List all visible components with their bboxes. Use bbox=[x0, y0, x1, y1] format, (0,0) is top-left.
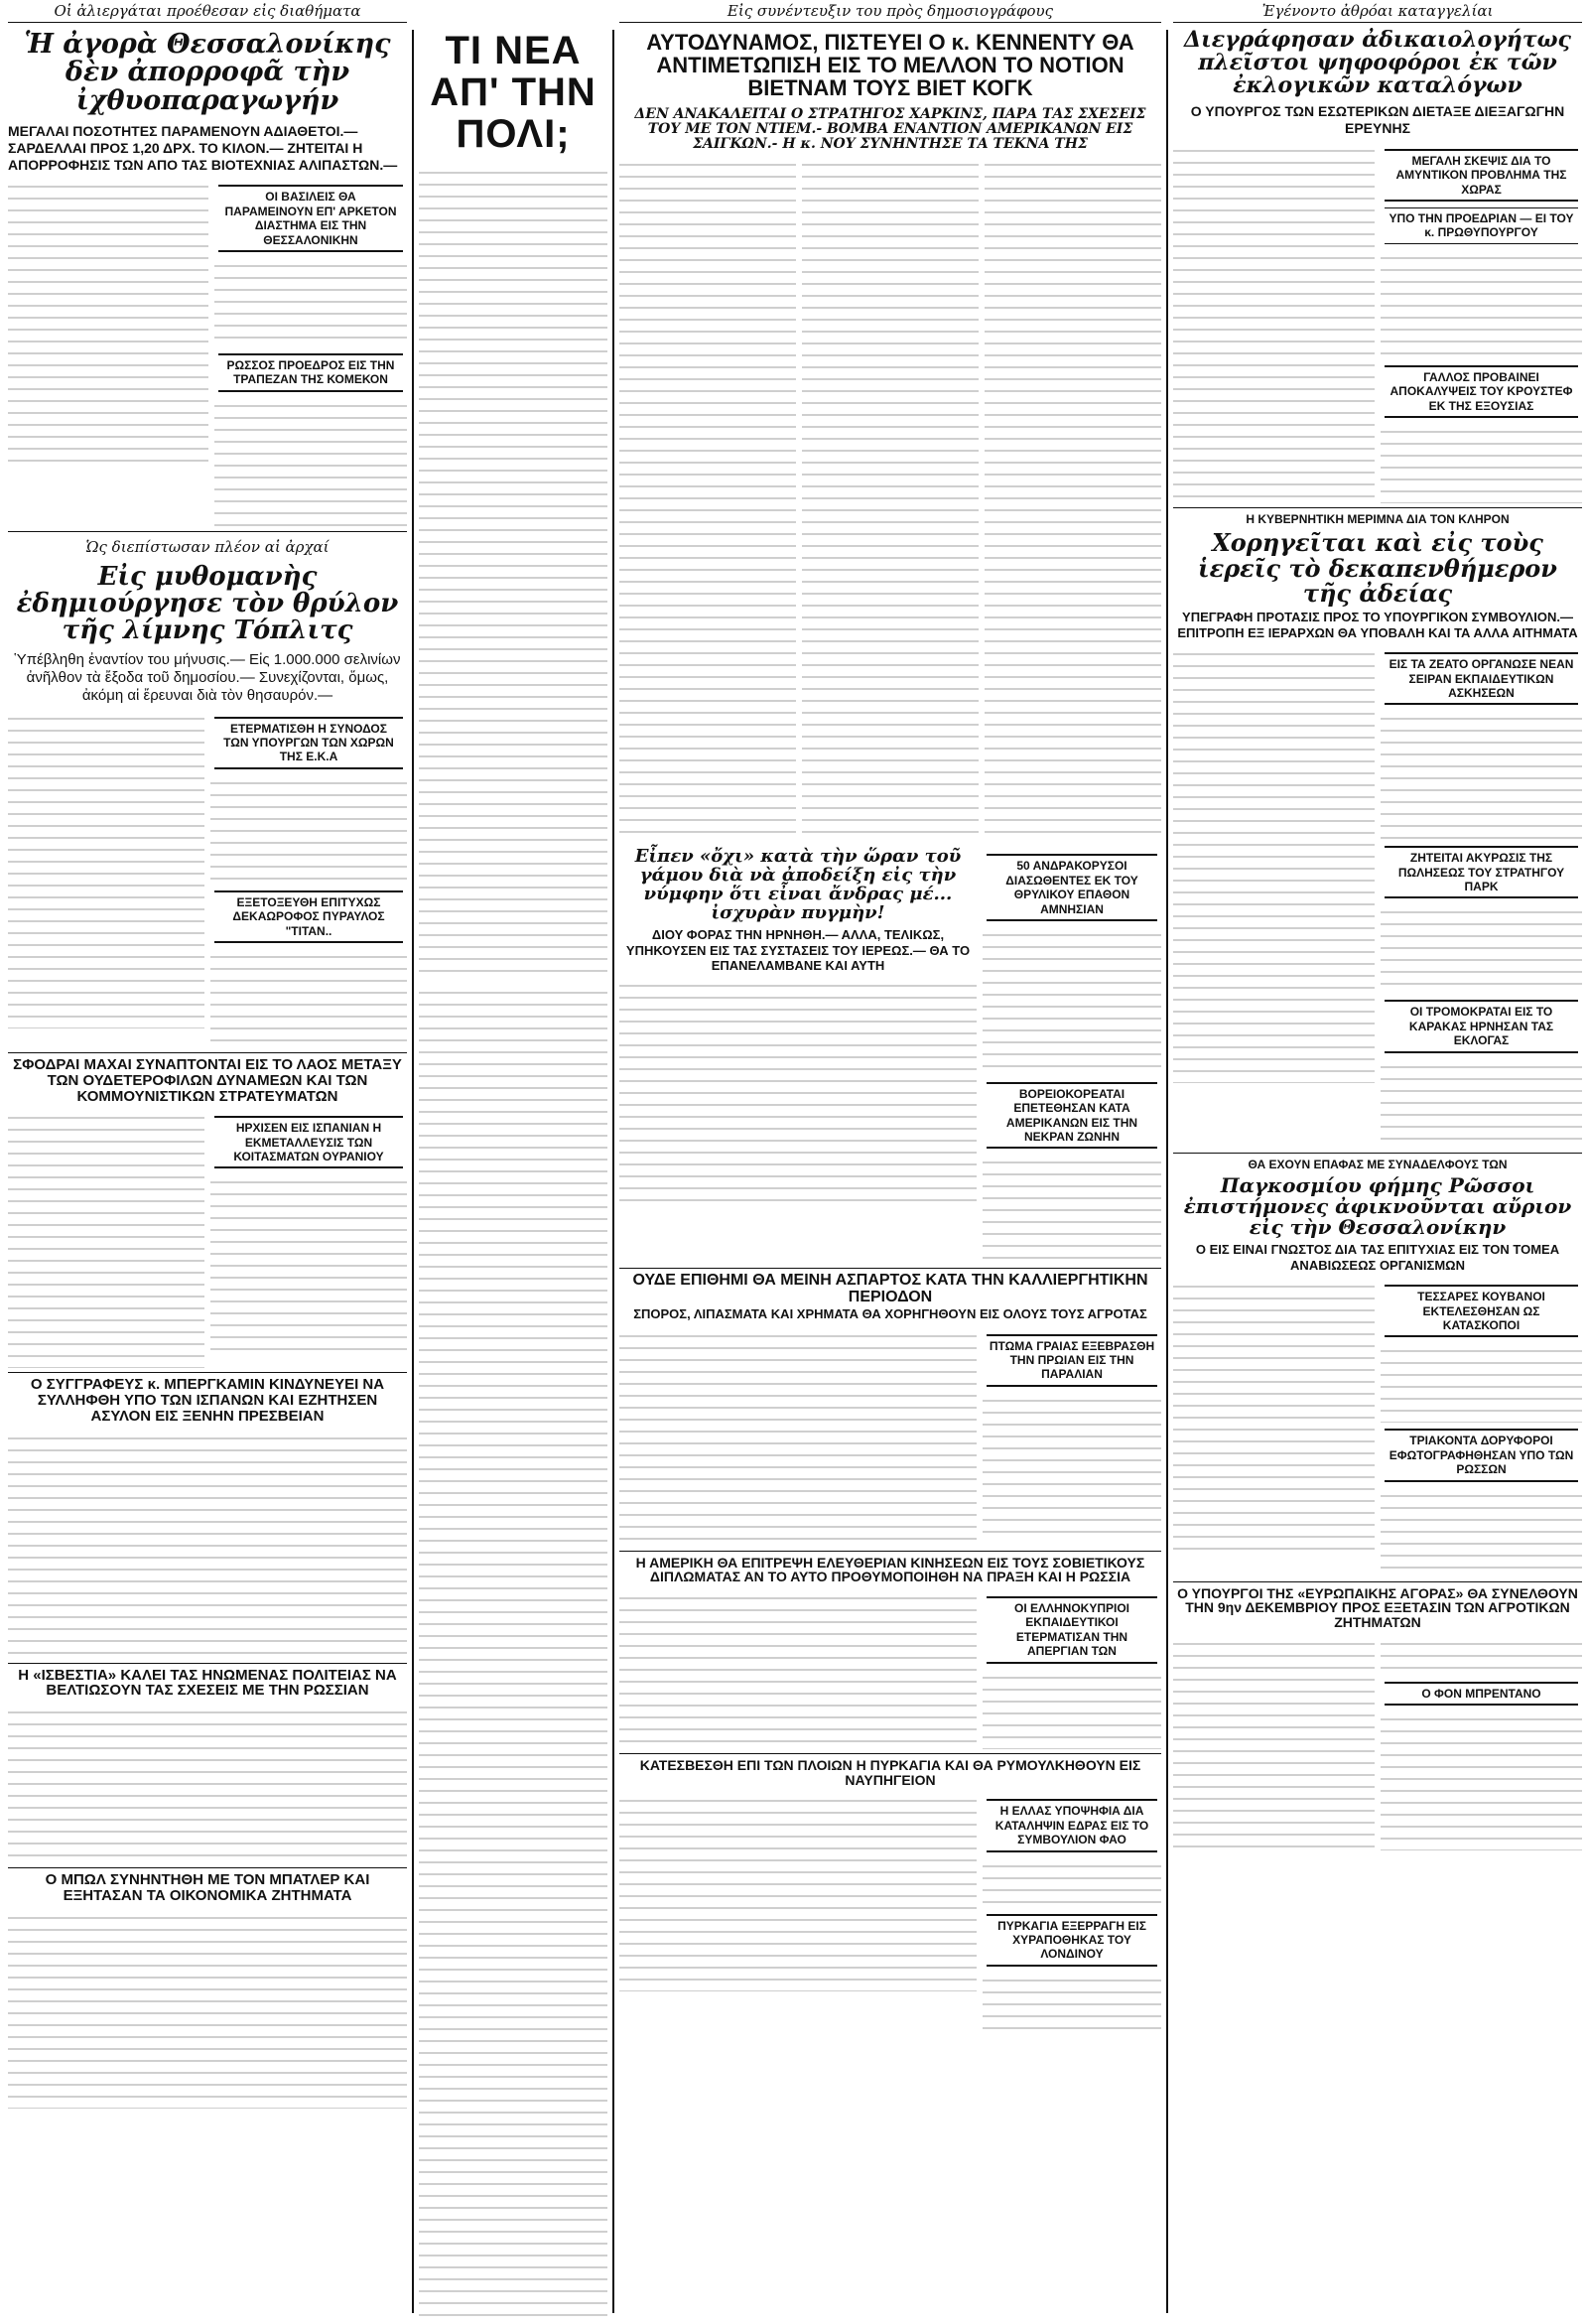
article-body bbox=[1381, 711, 1582, 840]
subhead: ΔΕΝ ΑΝΑΚΑΛΕΙΤΑΙ Ο ΣΤΡΑΤΗΓΟΣ ΧΑΡΚΙΝΣ, ΠΑΡΑ ΤΑΣ ΣΧΕΣΕΙΣ ΤΟΥ ΜΕ ΤΟΝ ΝΤΙΕΜ.- ΒΟΜΒΑ ΕΝΑΝΤΙΟΝ ΑΜΕΡΙΚΑΝΩΝ ΕΙΣ ΣΑΙΓΚΩΝ.- Η κ. ΝΟΥ ΣΥΝΗΝΤΗΣΕ ΤΑ ΤΕΚΝΑ ΤΗΣ bbox=[634, 106, 1146, 152]
box-headline: ΜΕΓΑΛΗ ΣΚΕΨΙΣ ΔΙΑ ΤΟ ΑΜΥΝΤΙΚΟΝ ΠΡΟΒΛΗΜΑ ΤΗΣ ΧΩΡΑΣ bbox=[1385, 149, 1578, 202]
kicker: Εἰς συνέντευξιν του πρὸς δημοσιογράφους bbox=[619, 0, 1161, 23]
box-headline: ΖΗΤΕΙΤΑΙ ΑΚΥΡΩΣΙΣ ΤΗΣ ΠΩΛΗΣΕΩΣ ΤΟΥ ΣΤΡΑΤΗΓΟΥ ΠΑΡΚ bbox=[1385, 846, 1578, 898]
box-headline: ΡΩΣΣΟΣ ΠΡΟΕΔΡΟΣ ΕΙΣ ΤΗΝ ΤΡΑΠΕΖΑΝ ΤΗΣ ΚΟΜΕΚΟΝ bbox=[218, 353, 403, 392]
divider bbox=[8, 1663, 407, 1664]
article-body bbox=[8, 711, 204, 1028]
column-rule bbox=[412, 30, 414, 2313]
article-body bbox=[983, 927, 1161, 1076]
headline: Η «ΙΣΒΕΣΤΙΑ» ΚΑΛΕΙ ΤΑΣ ΗΝΩΜΕΝΑΣ ΠΟΛΙΤΕΙΑΣ ΝΑ ΒΕΛΤΙΩΣΟΥΝ ΤΑΣ ΣΧΕΣΕΙΣ ΜΕ ΤΗΝ ΡΩΣΣΙΑΝ bbox=[18, 1666, 397, 1700]
article-body bbox=[983, 1670, 1161, 1749]
headline: Χορηγεῖται καὶ εἰς τοὺς ἱερεῖς τὸ δεκαπενθήμερον τῆς ἀδείας bbox=[1198, 528, 1557, 608]
headline: ΚΑΤΕΣΒΕΣΘΗ ΕΠΙ ΤΩΝ ΠΛΟΙΩΝ Η ΠΥΡΚΑΓΙΑ ΚΑΙ ΘΑ ΡΥΜΟΥΛΚΗΘΟΥΝ ΕΙΣ ΝΑΥΠΗΓΕΙΟΝ bbox=[639, 1757, 1141, 1788]
column-rule bbox=[1166, 30, 1168, 2313]
box-headline: ΕΤΕΡΜΑΤΙΣΘΗ Η ΣΥΝΟΔΟΣ ΤΩΝ ΥΠΟΥΡΓΩΝ ΤΩΝ ΧΩΡΩΝ ΤΗΣ Ε.Κ.Α bbox=[214, 717, 403, 769]
box-headline: ΟΙ ΒΑΣΙΛΕΙΣ ΘΑ ΠΑΡΑΜΕΙΝΟΥΝ ΕΠ' ΑΡΚΕΤΟΝ ΔΙΑΣΤΗΜΑ ΕΙΣ ΤΗΝ ΘΕΣΣΑΛΟΝΙΚΗΝ bbox=[218, 185, 403, 252]
subhead: Ὑπέβληθη ἐναντίον του μήνυσις.— Εἰς 1.000.000 σελινίων ἀνῆλθον τὰ ἔξοδα τοῦ δημοσίου.— Συνεχίζονται, ὅμως, ἀκόμη αἱ ἔρευναι διὰ τὸν θησαυρόν.— bbox=[14, 650, 401, 704]
headline: ΑΥΤΟΔΥΝΑΜΟΣ, ΠΙΣΤΕΥΕΙ Ο κ. ΚΕΝΝΕΝΤΥ ΘΑ ΑΝΤΙΜΕΤΩΠΙΣΗ ΕΙΣ ΤΟ ΜΕΛΛΟΝ ΤΟ ΝΟΤΙΟΝ ΒΙΕΤΝΑΜ ΤΟΥΣ ΒΙΕΤ ΚΟΓΚ bbox=[646, 30, 1134, 101]
headline: ΣΦΟΔΡΑΙ ΜΑΧΑΙ ΣΥΝΑΠΤΟΝΤΑΙ ΕΙΣ ΤΟ ΛΑΟΣ ΜΕΤΑΞΥ ΤΩΝ ΟΥΔΕΤΕΡΟΦΙΛΩΝ ΔΥΝΑΜΕΩΝ ΚΑΙ ΤΩΝ ΚΟΜΜΟΥΝΙΣΤΙΚΩΝ ΣΤΡΑΤΕΥΜΑΤΩΝ bbox=[13, 1056, 402, 1105]
subhead: ΔΙΟΥ ΦΟΡΑΣ ΤΗΝ ΗΡΝΗΘΗ.— ΑΛΛΑ, ΤΕΛΙΚΩΣ, ΥΠΗΚΟΥΣΕΝ ΕΙΣ ΤΑΣ ΣΥΣΤΑΣΕΙΣ ΤΟΥ ΙΕΡΕΩΣ.— ΘΑ ΤΟ ΕΠΑΝΕΛΑΜΒΑΝΕ ΚΑΙ ΑΥΤΗ bbox=[625, 926, 971, 974]
headline: Η ΑΜΕΡΙΚΗ ΘΑ ΕΠΙΤΡΕΨΗ ΕΛΕΥΘΕΡΙΑΝ ΚΙΝΗΣΕΩΝ ΕΙΣ ΤΟΥΣ ΣΟΒΙΕΤΙΚΟΥΣ ΔΙΠΛΩΜΑΤΑΣ ΑΝ ΤΟ ΑΥΤΟ ΠΡΟΘΥΜΟΠΟΙΗΘΗ ΝΑ ΠΡΑΞΗ ΚΑΙ Η ΡΩΣΣΙΑ bbox=[635, 1554, 1145, 1585]
article-body bbox=[1381, 1059, 1582, 1149]
article-body bbox=[1173, 1636, 1375, 1854]
article-body bbox=[8, 1910, 407, 2109]
article-body bbox=[1173, 646, 1375, 1083]
box-headline: ΟΙ ΤΡΟΜΟΚΡΑΤΑΙ ΕΙΣ ΤΟ ΚΑΡΑΚΑΣ ΗΡΝΗΣΑΝ ΤΑΣ ΕΚΛΟΓΑΣ bbox=[1385, 1000, 1578, 1052]
headline: Εἶπεν «ὄχι» κατὰ τὴν ὥραν τοῦ γάμου διὰ νὰ ἀποδείξη εἰς τὴν νύμφην ὅτι εἶναι ἄνδρας μέ... ἰσχυρὰν πυγμὴν! bbox=[634, 846, 962, 924]
headline: ΟΥΔΕ ΕΠΙΘΗΜΙ ΘΑ ΜΕΙΝΗ ΑΣΠΑΡΤΟΣ ΚΑΤΑ ΤΗΝ ΚΑΛΛΙΕΡΓΗΤΙΚΗΝ ΠΕΡΙΟΔΟΝ bbox=[632, 1272, 1148, 1306]
divider bbox=[8, 1867, 407, 1868]
article-body bbox=[1381, 1711, 1582, 1850]
article-body bbox=[210, 775, 407, 885]
article-body bbox=[419, 985, 607, 2324]
divider bbox=[8, 1372, 407, 1373]
article-body bbox=[1173, 1279, 1375, 1557]
box-headline: ΕΞΕΤΟΞΕΥΘΗ ΕΠΙΤΥΧΩΣ ΔΕΚΑΩΡΟΦΟΣ ΠΥΡΑΥΛΟΣ "ΤΙΤΑΝ.. bbox=[214, 890, 403, 943]
column-1 bbox=[8, 0, 407, 2324]
kicker: Ἐγένοντο ἀθρόαι καταγγελίαι bbox=[1173, 0, 1582, 23]
headline: Εἰς μυθομανὴς ἐδημιούργησε τὸν θρύλον τῆς λίμνης Τόπλιτς bbox=[16, 561, 399, 646]
article-body bbox=[802, 157, 979, 842]
article-body bbox=[619, 1793, 977, 1991]
divider bbox=[619, 1268, 1161, 1269]
box-headline: ΟΙ ΕΛΛΗΝΟΚΥΠΡΙΟΙ ΕΚΠΑΙΔΕΥΤΙΚΟΙ ΕΤΕΡΜΑΤΙΣΑΝ ΤΗΝ ΑΠΕΡΓΙΑΝ ΤΩΝ bbox=[987, 1596, 1157, 1664]
divider bbox=[8, 531, 407, 532]
box-headline: ΥΠΟ ΤΗΝ ΠΡΟΕΔΡΙΑΝ — ΕΙ ΤΟΥ κ. ΠΡΩΘΥΠΟΥΡΓΟΥ bbox=[1385, 207, 1578, 244]
article-body bbox=[1381, 904, 1582, 994]
divider bbox=[1173, 507, 1582, 508]
article-body bbox=[983, 1393, 1161, 1542]
article-body bbox=[985, 157, 1161, 842]
article-body bbox=[1381, 1343, 1582, 1423]
article-body bbox=[1381, 1636, 1582, 1676]
article-body bbox=[8, 179, 208, 467]
box-headline: ΓΑΛΛΟΣ ΠΡΟΒΑΙΝΕΙ ΑΠΟΚΑΛΥΨΕΙΣ ΤΟΥ ΚΡΟΥΣΤΕΦ ΕΚ ΤΗΣ ΕΞΟΥΣΙΑΣ bbox=[1385, 365, 1578, 418]
divider bbox=[1173, 1581, 1582, 1582]
subhead: ΥΠΕΓΡΑΦΗ ΠΡΟΤΑΣΙΣ ΠΡΟΣ ΤΟ ΥΠΟΥΡΓΙΚΟΝ ΣΥΜΒΟΥΛΙΟΝ.— ΕΠΙΤΡΟΠΗ ΕΞ ΙΕΡΑΡΧΩΝ ΘΑ ΥΠΟΒΑΛΗ ΚΑΙ ΤΑ ΑΛΛΑ ΑΙΤΗΜΑΤΑ bbox=[1177, 609, 1578, 640]
subhead: Ο ΕΙΣ ΕΙΝΑΙ ΓΝΩΣΤΟΣ ΔΙΑ ΤΑΣ ΕΠΙΤΥΧΙΑΣ ΕΙΣ ΤΟΝ ΤΟΜΕΑ ΑΝΑΒΙΩΣΕΩΣ ΟΡΓΑΝΙΣΜΩΝ bbox=[1195, 1242, 1560, 1273]
kicker: Οἱ ἀλιεργάται προέθεσαν εἰς διαθήματα bbox=[8, 0, 407, 23]
article-body bbox=[619, 1328, 977, 1547]
article-body bbox=[214, 258, 407, 347]
divider bbox=[619, 1551, 1161, 1552]
headline: Διεγράφησαν ἀδικαιολογήτως πλεῖστοι ψηφοφόροι ἐκ τῶν ἐκλογικῶν καταλόγων bbox=[1184, 27, 1571, 99]
column-4 bbox=[1173, 0, 1582, 2324]
box-headline: Ο ΦΟΝ ΜΠΡΕΝΤΑΝΟ bbox=[1385, 1682, 1578, 1706]
box-headline: ΠΥΡΚΑΓΙΑ ΕΞΕΡΡΑΓΗ ΕΙΣ ΧΥΡΑΠΟΘΗΚΑΣ ΤΟΥ ΛΟΝΔΙΝΟΥ bbox=[987, 1914, 1157, 1967]
article-body bbox=[210, 949, 407, 1048]
subhead: ΜΕΓΑΛΑΙ ΠΟΣΟΤΗΤΕΣ ΠΑΡΑΜΕΝΟΥΝ ΑΔΙΑΘΕΤΟΙ.— ΣΑΡΔΕΛΛΑΙ ΠΡΟΣ 1,20 ΔΡΧ. ΤΟ ΚΙΛΟΝ.— ΖΗΤΕΙΤΑΙ Η ΑΠΟΡΡΟΦΗΣΙΣ ΤΩΝ ΑΠΟ ΤΑΣ ΒΙΟΤΕΧΝΙΑΣ ΑΛΙΠΑΣΤΩΝ.— bbox=[8, 123, 398, 173]
article-body bbox=[1381, 424, 1582, 503]
section-title: ΤΙ ΝΕΑ ΑΠ' ΤΗΝ ΠΟΛΙ; bbox=[430, 29, 596, 156]
article-body bbox=[1381, 1488, 1582, 1577]
article-body bbox=[214, 398, 407, 527]
article-body bbox=[619, 978, 977, 1206]
divider bbox=[619, 1753, 1161, 1754]
box-headline: ΒΟΡΕΙΟΚΟΡΕΑΤΑΙ ΕΠΕΤΕΘΗΣΑΝ ΚΑΤΑ ΑΜΕΡΙΚΑΝΩΝ ΕΙΣ ΤΗΝ ΝΕΚΡΑΝ ΖΩΝΗΝ bbox=[987, 1082, 1157, 1150]
banner: Η ΚΥΒΕΡΝΗΤΙΚΗ ΜΕΡΙΜΝΑ ΔΙΑ ΤΟΝ ΚΛΗΡΟΝ bbox=[1246, 512, 1510, 526]
article-body bbox=[1381, 250, 1582, 359]
article-body bbox=[983, 1973, 1161, 2032]
box-headline: ΤΡΙΑΚΟΝΤΑ ΔΟΡΥΦΟΡΟΙ ΕΦΩΤΟΓΡΑΦΗΘΗΣΑΝ ΥΠΟ ΤΩΝ ΡΩΣΣΩΝ bbox=[1385, 1429, 1578, 1481]
headline: Παγκοσμίου φήμης Ρῶσσοι ἐπιστήμονες ἀφικνοῦνται αὔριον εἰς τὴν Θεσσαλονίκην bbox=[1183, 1173, 1572, 1240]
banner: ΘΑ ΕΧΟΥΝ ΕΠΑΦΑΣ ΜΕ ΣΥΝΑΔΕΛΦΟΥΣ ΤΩΝ bbox=[1248, 1157, 1508, 1171]
headline: Ο ΥΠΟΥΡΓΟΙ ΤΗΣ «ΕΥΡΩΠΑΙΚΗΣ ΑΓΟΡΑΣ» ΘΑ ΣΥΝΕΛΘΟΥΝ ΤΗΝ 9ην ΔΕΚΕΜΒΡΙΟΥ ΠΡΟΣ ΕΞΕΤΑΣΙΝ ΤΩΝ ΑΓΡΟΤΙΚΩΝ ΖΗΤΗΜΑΤΩΝ bbox=[1177, 1584, 1578, 1630]
article-body bbox=[8, 1110, 204, 1368]
column-rule bbox=[612, 30, 614, 2313]
column-2 bbox=[419, 0, 607, 2324]
subhead: ΣΠΟΡΟΣ, ΛΙΠΑΣΜΑΤΑ ΚΑΙ ΧΡΗΜΑΤΑ ΘΑ ΧΟΡΗΓΗΘΟΥΝ ΕΙΣ ΟΛΟΥΣ ΤΟΥΣ ΑΓΡΟΤΑΣ bbox=[633, 1306, 1147, 1322]
subhead: Ο ΥΠΟΥΡΓΟΣ ΤΩΝ ΕΣΩΤΕΡΙΚΩΝ ΔΙΕΤΑΞΕ ΔΙΕΞΑΓΩΓΗΝ ΕΡΕΥΝΗΣ bbox=[1190, 103, 1565, 137]
article-body bbox=[619, 1590, 977, 1749]
box-headline: ΕΙΣ ΤΑ ΖΕΑΤΟ ΟΡΓΑΝΩΣΕ ΝΕΑΝ ΣΕΙΡΑΝ ΕΚΠΑΙΔΕΥΤΙΚΩΝ ΑΣΚΗΣΕΩΝ bbox=[1385, 652, 1578, 705]
column-3 bbox=[619, 0, 1161, 2324]
article-body bbox=[419, 165, 607, 979]
article-body bbox=[210, 1174, 407, 1353]
article-body bbox=[619, 157, 796, 842]
article-body bbox=[1173, 143, 1375, 500]
divider bbox=[1173, 1153, 1582, 1154]
box-headline: Η ΕΛΛΑΣ ΥΠΟΨΗΦΙΑ ΔΙΑ ΚΑΤΑΛΗΨΙΝ ΕΔΡΑΣ ΕΙΣ ΤΟ ΣΥΜΒΟΥΛΙΟΝ ΦΑΟ bbox=[987, 1799, 1157, 1851]
kicker: Ὡς διεπίστωσαν πλέον αἱ ἀρχαί bbox=[85, 537, 330, 556]
headline: Ο ΣΥΓΓΡΑΦΕΥΣ κ. ΜΠΕΡΓΚΑΜΙΝ ΚΙΝΔΥΝΕΥΕΙ ΝΑ ΣΥΛΛΗΦΘΗ ΥΠΟ ΤΩΝ ΙΣΠΑΝΩΝ ΚΑΙ ΕΖΗΤΗΣΕΝ ΑΣΥΛΟΝ ΕΙΣ ΞΕΝΗΝ ΠΡΕΣΒΕΙΑΝ bbox=[30, 1376, 385, 1425]
box-headline: ΤΕΣΣΑΡΕΣ ΚΟΥΒΑΝΟΙ ΕΚΤΕΛΕΣΘΗΣΑΝ ΩΣ ΚΑΤΑΣΚΟΠΟΙ bbox=[1385, 1285, 1578, 1337]
headline: Ο ΜΠΩΛ ΣΥΝΗΝΤΗΘΗ ΜΕ ΤΟΝ ΜΠΑΤΛΕΡ ΚΑΙ ΕΞΗΤΑΣΑΝ ΤΑ ΟΙΚΟΝΟΜΙΚΑ ΖΗΤΗΜΑΤΑ bbox=[45, 1871, 370, 1904]
box-headline: 50 ΑΝΔΡΑΚΟΡΥΣΟΙ ΔΙΑΣΩΘΕΝΤΕΣ ΕΚ ΤΟΥ ΘΡΥΛΙΚΟΥ ΕΠΑΘΟΝ ΑΜΝΗΣΙΑΝ bbox=[987, 854, 1157, 921]
divider bbox=[8, 1052, 407, 1053]
article-body bbox=[8, 1431, 407, 1659]
article-body bbox=[8, 1705, 407, 1863]
headline: Ἡ ἀγορὰ Θεσσαλονίκης δὲν ἀπορροφᾶ τὴν ἰχθυοπαραγωγήν bbox=[24, 29, 391, 116]
article-body bbox=[983, 1155, 1161, 1264]
box-headline: ΠΤΩΜΑ ΓΡΑΙΑΣ ΕΞΕΒΡΑΣΘΗ ΤΗΝ ΠΡΩΙΑΝ ΕΙΣ ΤΗΝ ΠΑΡΑΛΙΑΝ bbox=[987, 1334, 1157, 1387]
article-body bbox=[983, 1858, 1161, 1908]
box-headline: ΗΡΧΙΣΕΝ ΕΙΣ ΙΣΠΑΝΙΑΝ Η ΕΚΜΕΤΑΛΛΕΥΣΙΣ ΤΩΝ ΚΟΙΤΑΣΜΑΤΩΝ ΟΥΡΑΝΙΟΥ bbox=[214, 1116, 403, 1168]
